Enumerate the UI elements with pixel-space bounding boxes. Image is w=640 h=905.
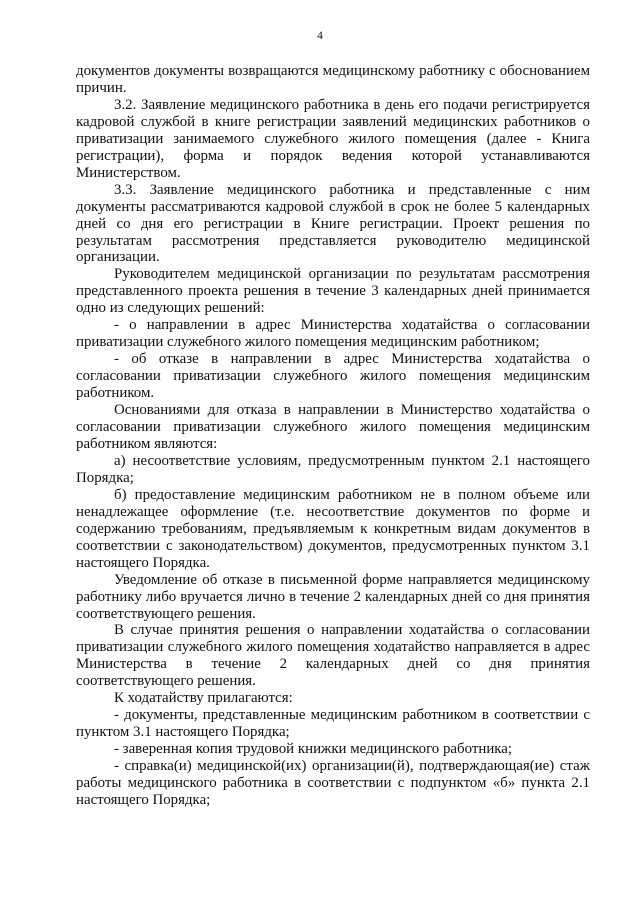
paragraph-decisions-intro: Руководителем медицинской организации по результатам рассмотрения представленного проекта решения в течение 3 календарных дней принимается одно из следующих решений:	[76, 266, 590, 317]
paragraph-petition-sending: В случае принятия решения о направлении ходатайства о согласовании приватизации служебного жилого помещения ходатайство направляется в адрес Министерства в течение 2 календарных дней со дня принятия соответствующего решения.	[76, 622, 590, 690]
list-item-attachment-certificate: - справка(и) медицинской(их) организации(й), подтверждающая(ие) стаж работы медицинского работника в соответствии с подпунктом «б» пункта 2.1 настоящего Порядка;	[76, 758, 590, 808]
paragraph-3-2: 3.2. Заявление медицинского работника в день его подачи регистрируется кадровой службой в книге регистрации заявлений медицинских работников о приватизации занимаемого служебного жилого помещения (далее - Книга регистрации), форма и порядок ведения которой устанавливаются Министерством.	[76, 96, 590, 181]
list-item-decision-refuse: - об отказе в направлении в адрес Министерства ходатайства о согласовании приватизации служебного жилого помещения медицинским работником.	[76, 351, 590, 402]
list-item-attachment-workbook: - заверенная копия трудовой книжки медицинского работника;	[114, 741, 513, 758]
document-body	[76, 63, 590, 809]
paragraph-3-3: 3.3. Заявление медицинского работника и представленные с ним документы рассматриваются кадровой службой в срок не более 5 календарных дней со дня его регистрации в Книге регистрации. Проект решения по результатам рассмотрения представляется руководителю медицинской организации.	[76, 181, 590, 266]
paragraph-continuation: документов документы возвращаются медицинскому работнику с обоснованием причин.	[76, 63, 590, 96]
paragraph-refusal-notice: Уведомление об отказе в письменной форме направляется медицинскому работнику либо вручается лично в течение 2 календарных дней со дня принятия соответствующего решения.	[76, 571, 590, 622]
list-item-ground-a: а) несоответствие условиям, предусмотренным пунктом 2.1 настоящего Порядка;	[76, 452, 590, 486]
paragraph-refusal-grounds: Основаниями для отказа в направлении в Министерство ходатайства о согласовании приватизации служебного жилого помещения медицинским работником являются:	[76, 402, 590, 452]
page-number: 4	[317, 30, 323, 42]
paragraph-attachments-intro: К ходатайству прилагаются:	[114, 690, 293, 707]
list-item-decision-approve: - о направлении в адрес Министерства ходатайства о согласовании приватизации служебного жилого помещения медицинским работником;	[76, 317, 590, 351]
list-item-ground-b: б) предоставление медицинским работником не в полном объеме или ненадлежащее оформление (т.е. несоответствие документов по форме и содержанию требованиям, предъявляемым к конкретным видам документов в соответствии с законодательством) документов, предусмотренных пунктом 3.1 настоящего Порядка.	[76, 486, 590, 571]
list-item-attachment-documents: - документы, представленные медицинским работником в соответствии с пунктом 3.1 настоящего Порядка;	[76, 707, 590, 741]
